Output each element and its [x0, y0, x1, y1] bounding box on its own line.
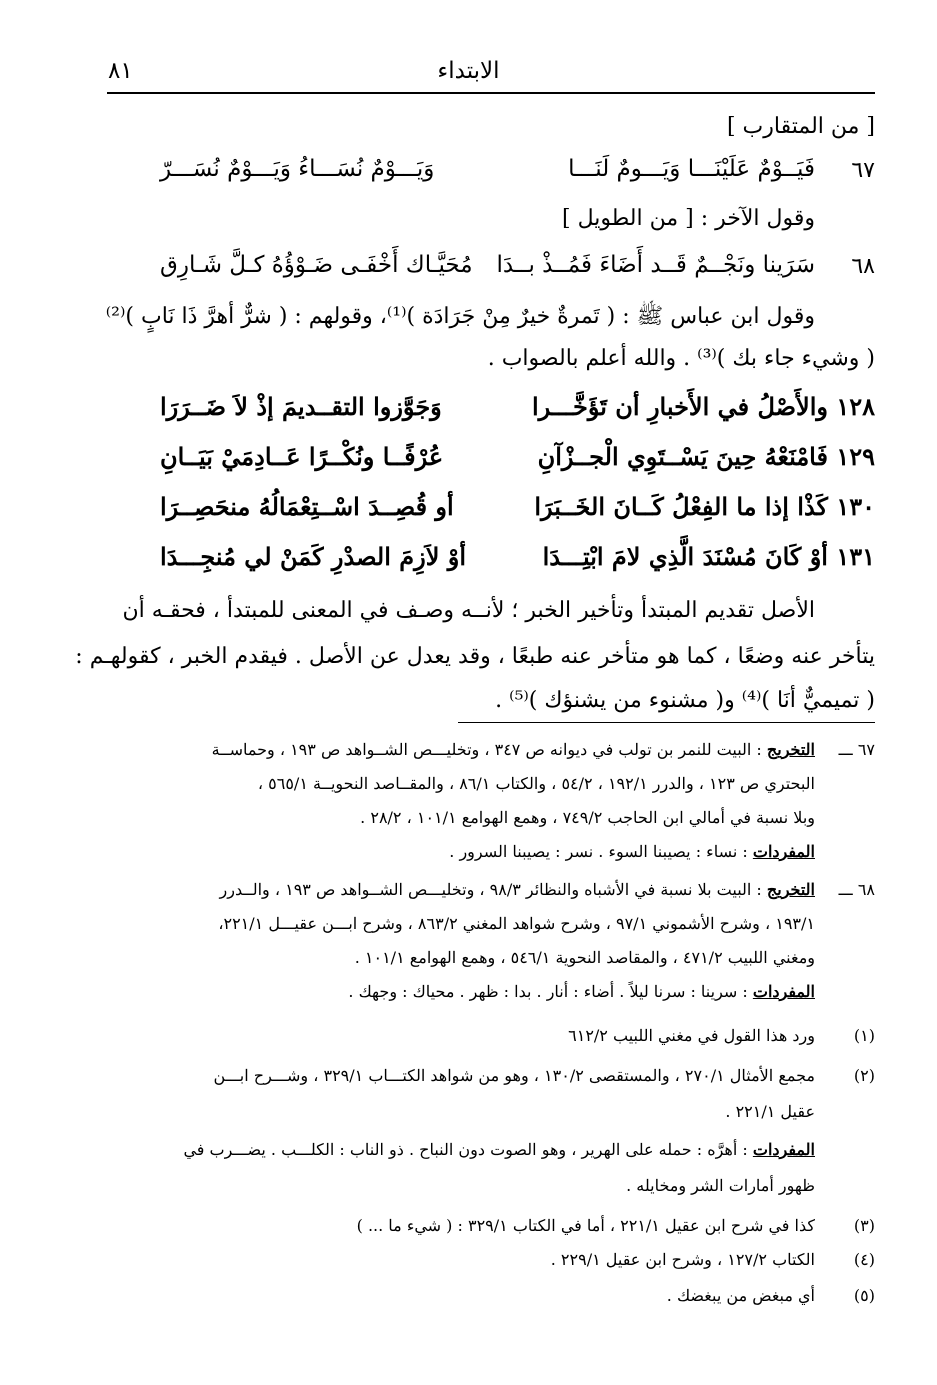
- footnote-2-line-4: ظهور أمارات الشر ومخايله .: [626, 1176, 815, 1195]
- footnote-67-line-3: وبلا نسبة في أمالي ابن الحاجب ٧٤٩/٢ ، وهمع الهوامع ١٠١/١ ، ٢٨/٢ .: [360, 808, 815, 827]
- footnote-2-number: (٢): [853, 1066, 875, 1085]
- explanation-line-1: الأصل تقديم المبتدأ وتأخير الخبر ؛ لأنــه وصـف في المعنى للمبتدأ ، فحقـه أن: [122, 598, 815, 623]
- alfiyya-130-right: ١٣٠ كَذْا إذا ما الفِعْلُ كَــانَ الخَــبَرَا: [534, 492, 875, 521]
- footnote-5-text: أي مبغض من يبغضك .: [666, 1286, 815, 1305]
- footnote-5-number: (٥): [853, 1286, 875, 1305]
- footnote-67-number: ٦٧ ـــ: [838, 740, 875, 759]
- alfiyya-128-left: وَجَوَّزوا التقــديمَ إذْ لاَ ضَــرَرَا: [160, 392, 442, 421]
- verse-68-second-hemistich: مُحَيَّـاك أَخْفَـى ضَـوْؤُهُ كـلَّ شَـارِق: [160, 252, 473, 278]
- quote-line-2: ( وشيء جاء بك )⁽³⁾ . والله أعلم بالصواب .: [487, 346, 875, 371]
- mufradat-label: المفردات: [752, 842, 815, 861]
- verse-68-intro: وقول الآخر : [ من الطويل ]: [562, 206, 815, 231]
- verse-number-68: ٦٨: [851, 254, 875, 279]
- alfiyya-128-right: ١٢٨ والأَصْلُ في الأَخبارِ أن تَؤَخَّـــرا: [532, 392, 875, 421]
- running-header-title: الابتداء: [437, 58, 500, 84]
- header-rule: [107, 92, 875, 94]
- verse-number-67: ٦٧: [851, 158, 875, 183]
- alfiyya-129-left: عُرْفًــا ونُكْــرًا عَــادِمَيْ بَيَــانِ: [160, 442, 444, 471]
- alfiyya-131-right: ١٣١ أوْ كَانَ مُسْنَدَ الَّذِي لامَ ابْتِـــدَا: [542, 542, 875, 571]
- verse-68-first-hemistich: سَرَينا ونَجْــمٌ قَــد أَضَاءَ فَمُــذْ بــدَا: [496, 252, 815, 278]
- footnote-3-number: (٣): [853, 1216, 875, 1235]
- footnote-67-line-2: البحتري ص ١٢٣ ، والدرر ١٩٢/١ ، ٥٤/٢ ، والكتاب ٨٦/١ ، والمقــاصد النحويــة ٥٦٥/١ ،: [257, 774, 815, 793]
- footnote-1-number: (١): [853, 1026, 875, 1045]
- explanation-line-2: يتأخر عنه وضعًا ، كما هو متأخر عنه طبعًا ، وقد يعدل عن الأصل . فيقدم الخبر ، كقولهـم :: [75, 644, 875, 669]
- page-number: ٨١: [108, 58, 133, 84]
- quote-line-1: وقول ابن عباس ﷺ : ( تَمرةٌ خيرٌ مِنْ جَرَادَة )⁽¹⁾، وقولهم : ( شرٌّ أهرَّ ذَا نَابٍ )⁽²⁾: [105, 304, 815, 329]
- footnote-rule: [458, 722, 875, 723]
- footnote-4-number: (٤): [853, 1250, 875, 1269]
- meter-label-mutaqarib: [ من المتقارب ]: [726, 114, 875, 139]
- footnote-67-line-4: المفردات : نساء : يصيبنا السوء . نسر : يصيبنا السرور .: [449, 842, 815, 861]
- alfiyya-130-left: أو قُصِــدَ اسْــتِعْمَالُهُ منحَصِــرَا: [160, 492, 454, 521]
- footnote-3-text: كذا في شرح ابن عقيل ٢٢١/١ ، أما في الكتاب ٣٢٩/١ : ( شيء ما ... ): [356, 1216, 815, 1235]
- mufradat-label: المفردات: [752, 982, 815, 1001]
- footnote-68-line-2: ١٩٣/١ ، وشرح الأشموني ٩٧/١ ، وشرح شواهد المغني ٨٦٣/٢ ، وشرح ابـــن عقيـــل ٢٢١/١،: [218, 914, 815, 933]
- footnote-68-number: ٦٨ ـــ: [838, 880, 875, 899]
- takhrij-label: التخريج: [766, 880, 815, 899]
- footnote-68-line-4: المفردات : سرينا : سرنا ليلاً . أضاء : أنار . بدا : ظهر . محياك : وجهك .: [348, 982, 815, 1001]
- verse-67-second-hemistich: وَيَـــوْمٌ نُسَـــاءُ وَيَـــوْمٌ نُسَـــرّ: [160, 156, 435, 182]
- footnote-2-line-1: مجمع الأمثال ٢٧٠/١ ، والمستقصى ١٣٠/٢ ، وهو من شواهد الكتـــاب ٣٢٩/١ ، وشـــرح ابـــن: [213, 1066, 815, 1085]
- alfiyya-129-right: ١٢٩ فَامْنَعْهُ حِينَ يَسْــتَوِي الْجــزْآنِ: [537, 442, 875, 471]
- footnote-68-line-3: ومغني اللبيب ٤٧١/٢ ، والمقاصد النحوية ٥٤٦/١ ، وهمع الهوامع ١٠١/١ .: [354, 948, 815, 967]
- footnote-67-line-1: التخريج : البيت للنمر بن تولب في ديوانه ص ٣٤٧ ، وتخليـــص الشــواهد ص ١٩٣ ، وحماســة: [211, 740, 815, 759]
- verse-67-first-hemistich: فَيَــوْمٌ عَلَيْنَـــا وَيَـــومٌ لَنَـــا: [568, 156, 815, 182]
- mufradat-label: المفردات: [752, 1140, 815, 1159]
- takhrij-label: التخريج: [766, 740, 815, 759]
- footnote-4-text: الكتاب ١٢٧/٢ ، وشرح ابن عقيل ٢٢٩/١ .: [550, 1250, 815, 1269]
- alfiyya-131-left: أوْ لاَزِمَ الصدْرِ كَمَنْ لي مُنجِـــدَا: [160, 542, 466, 571]
- footnote-2-line-2: عقيل ٢٢١/١ .: [725, 1102, 815, 1121]
- footnote-68-line-1: التخريج : البيت بلا نسبة في الأشباه والنظائر ٩٨/٣ ، وتخليـــص الشــواهد ص ١٩٣ ، والــدرر: [219, 880, 815, 899]
- footnote-2-line-3: المفردات : أهرَّه : حمله على الهرير ، وهو الصوت دون النباح . ذو الناب : الكلـــب . يضـــرب في: [183, 1140, 815, 1159]
- explanation-line-3: ( تميميٌّ أنَا )⁽⁴⁾ و( مشنوء من يشنؤك )⁽⁵⁾ .: [495, 688, 875, 713]
- footnote-1-text: ورد هذا القول في مغني اللبيب ٦١٢/٢: [568, 1026, 815, 1045]
